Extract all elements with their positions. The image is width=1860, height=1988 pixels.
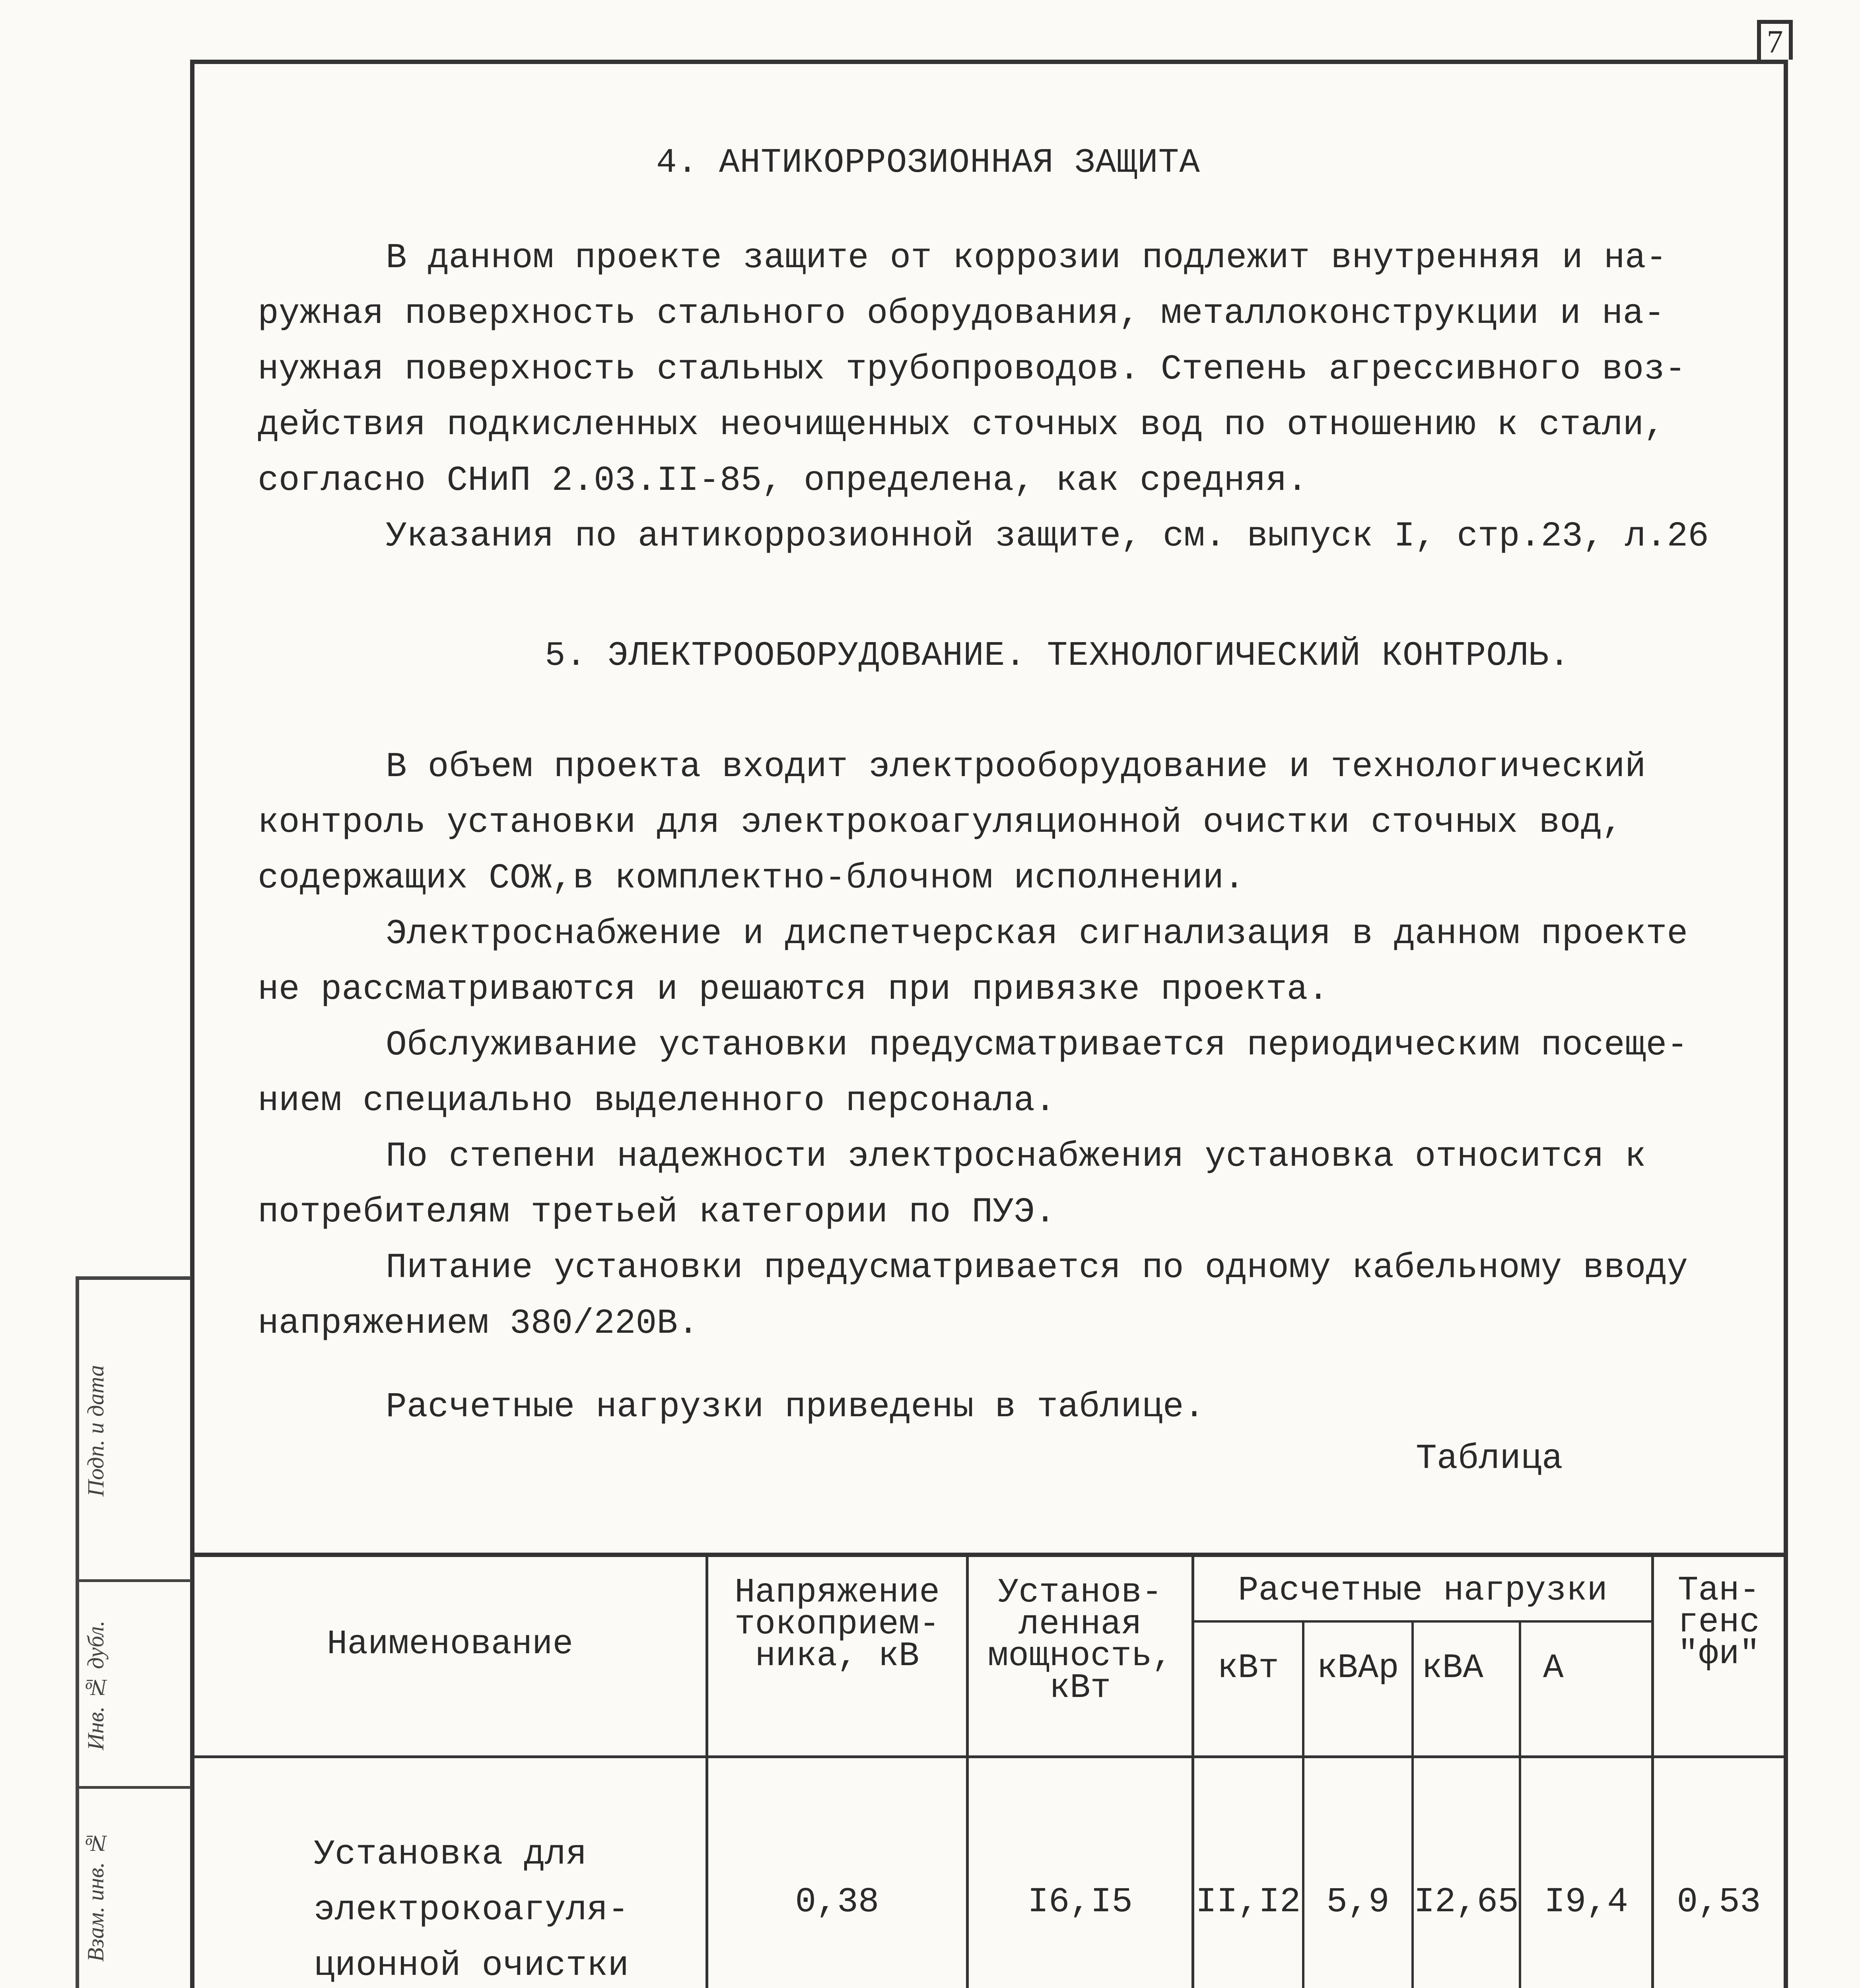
header-power-1: Установ-: [998, 1573, 1162, 1612]
row-name-line-3: ционной очистки: [314, 1946, 629, 1986]
row-name: [314, 1827, 692, 1988]
side-cell-3: [79, 1789, 191, 1988]
side-cell-1: [79, 1280, 191, 1582]
header-voltage-2: токоприем-: [734, 1605, 940, 1644]
cell-voltage: 0,38: [795, 1883, 879, 1922]
s4-line-3: нужная поверхность стальных трубопроводов. Степень агрессивного воз-: [258, 350, 1686, 389]
cell-kvar: 5,9: [1326, 1883, 1390, 1922]
s4-line-4: действия подкисленных неочищенных сточных вод по отношению к стали,: [258, 406, 1665, 445]
header-kva: кВА: [1422, 1648, 1483, 1687]
side-cell-2: [79, 1582, 191, 1789]
row-name-line-2: электрокоагуля-: [314, 1891, 629, 1930]
s5-line-11: напряжением 380/220В.: [258, 1304, 699, 1343]
header-tan-3: "фи": [1677, 1635, 1760, 1673]
s5-line-2: контроль установки для электрокоагуляционной очистки сточных вод,: [258, 803, 1623, 843]
header-power-3: мощность,: [987, 1637, 1173, 1675]
cell-installed-power: I6,I5: [1027, 1883, 1133, 1922]
header-power-4: кВт: [1049, 1668, 1111, 1707]
header-kvar: кВАр: [1317, 1648, 1399, 1687]
header-power-2: ленная: [1018, 1605, 1142, 1644]
s5-line-10: Питание установки предусматривается по одному кабельному вводу: [386, 1248, 1688, 1288]
header-tan-1: Тан-: [1677, 1571, 1760, 1610]
side-label-dup-inv: Инв. № дубл.: [83, 1620, 109, 1751]
header-tan-2: генс: [1677, 1603, 1760, 1642]
table-caption: Таблица: [1416, 1439, 1563, 1479]
side-label-replace-inv: Взам. инв. №: [83, 1830, 109, 1962]
s5-line-5: не рассматриваются и решаются при привязке проекта.: [258, 970, 1329, 1010]
s4-line-2: ружная поверхность стального оборудования, металлоконструкции и на-: [258, 294, 1665, 334]
s5-line-6: Обслуживание установки предусматривается периодическим посеще-: [386, 1026, 1688, 1065]
row-name-line-1: Установка для: [314, 1835, 587, 1874]
header-loads-group: Расчетные нагрузки: [1238, 1571, 1607, 1610]
corner-page-number: 7: [1757, 20, 1793, 60]
header-voltage-1: Напряжение: [734, 1573, 940, 1612]
cell-a: I9,4: [1544, 1883, 1629, 1922]
cell-kw: II,I2: [1195, 1883, 1301, 1922]
s5-line-9: потребителям третьей категории по ПУЭ.: [258, 1193, 1056, 1232]
s5-line-4: Электроснабжение и диспетчерская сигнализация в данном проекте: [386, 914, 1688, 954]
s5-line-12: Расчетные нагрузки приведены в таблице.: [386, 1388, 1205, 1427]
section5-heading: 5. ЭЛЕКТРООБОРУДОВАНИЕ. ТЕХНОЛОГИЧЕСКИЙ КОНТРОЛЬ.: [545, 636, 1570, 675]
side-stamp-strip: [76, 1276, 191, 1988]
s4-line-1: В данном проекте защите от коррозии подлежит внутренняя и на-: [386, 239, 1667, 278]
section4-heading: 4. АНТИКОРРОЗИОННАЯ ЗАЩИТА: [656, 143, 1200, 182]
s5-line-3: содержащих СОЖ,в комплектно-блочном исполнении.: [258, 859, 1245, 898]
cell-tan: 0,53: [1677, 1883, 1761, 1922]
s5-line-7: нием специально выделенного персонала.: [258, 1081, 1056, 1121]
s5-line-8: По степени надежности электроснабжения установка относится к: [386, 1137, 1646, 1176]
header-kw: кВт: [1217, 1648, 1279, 1687]
loads-table: [194, 1553, 1784, 1988]
s4-line-5: согласно СНиП 2.03.II-85, определена, как средняя.: [258, 461, 1308, 501]
side-label-sign-date-1: Подп. и дата: [83, 1365, 109, 1497]
s5-line-1: В объем проекта входит электрооборудование и технологический: [386, 747, 1646, 787]
s4-line-6: Указания по антикоррозионной защите, см. выпуск I, стр.23, л.26: [386, 517, 1709, 556]
cell-kva: I2,65: [1414, 1883, 1519, 1922]
header-a: А: [1543, 1648, 1564, 1687]
header-name: Наименование: [327, 1625, 573, 1664]
header-voltage-3: ника, кВ: [755, 1637, 919, 1675]
